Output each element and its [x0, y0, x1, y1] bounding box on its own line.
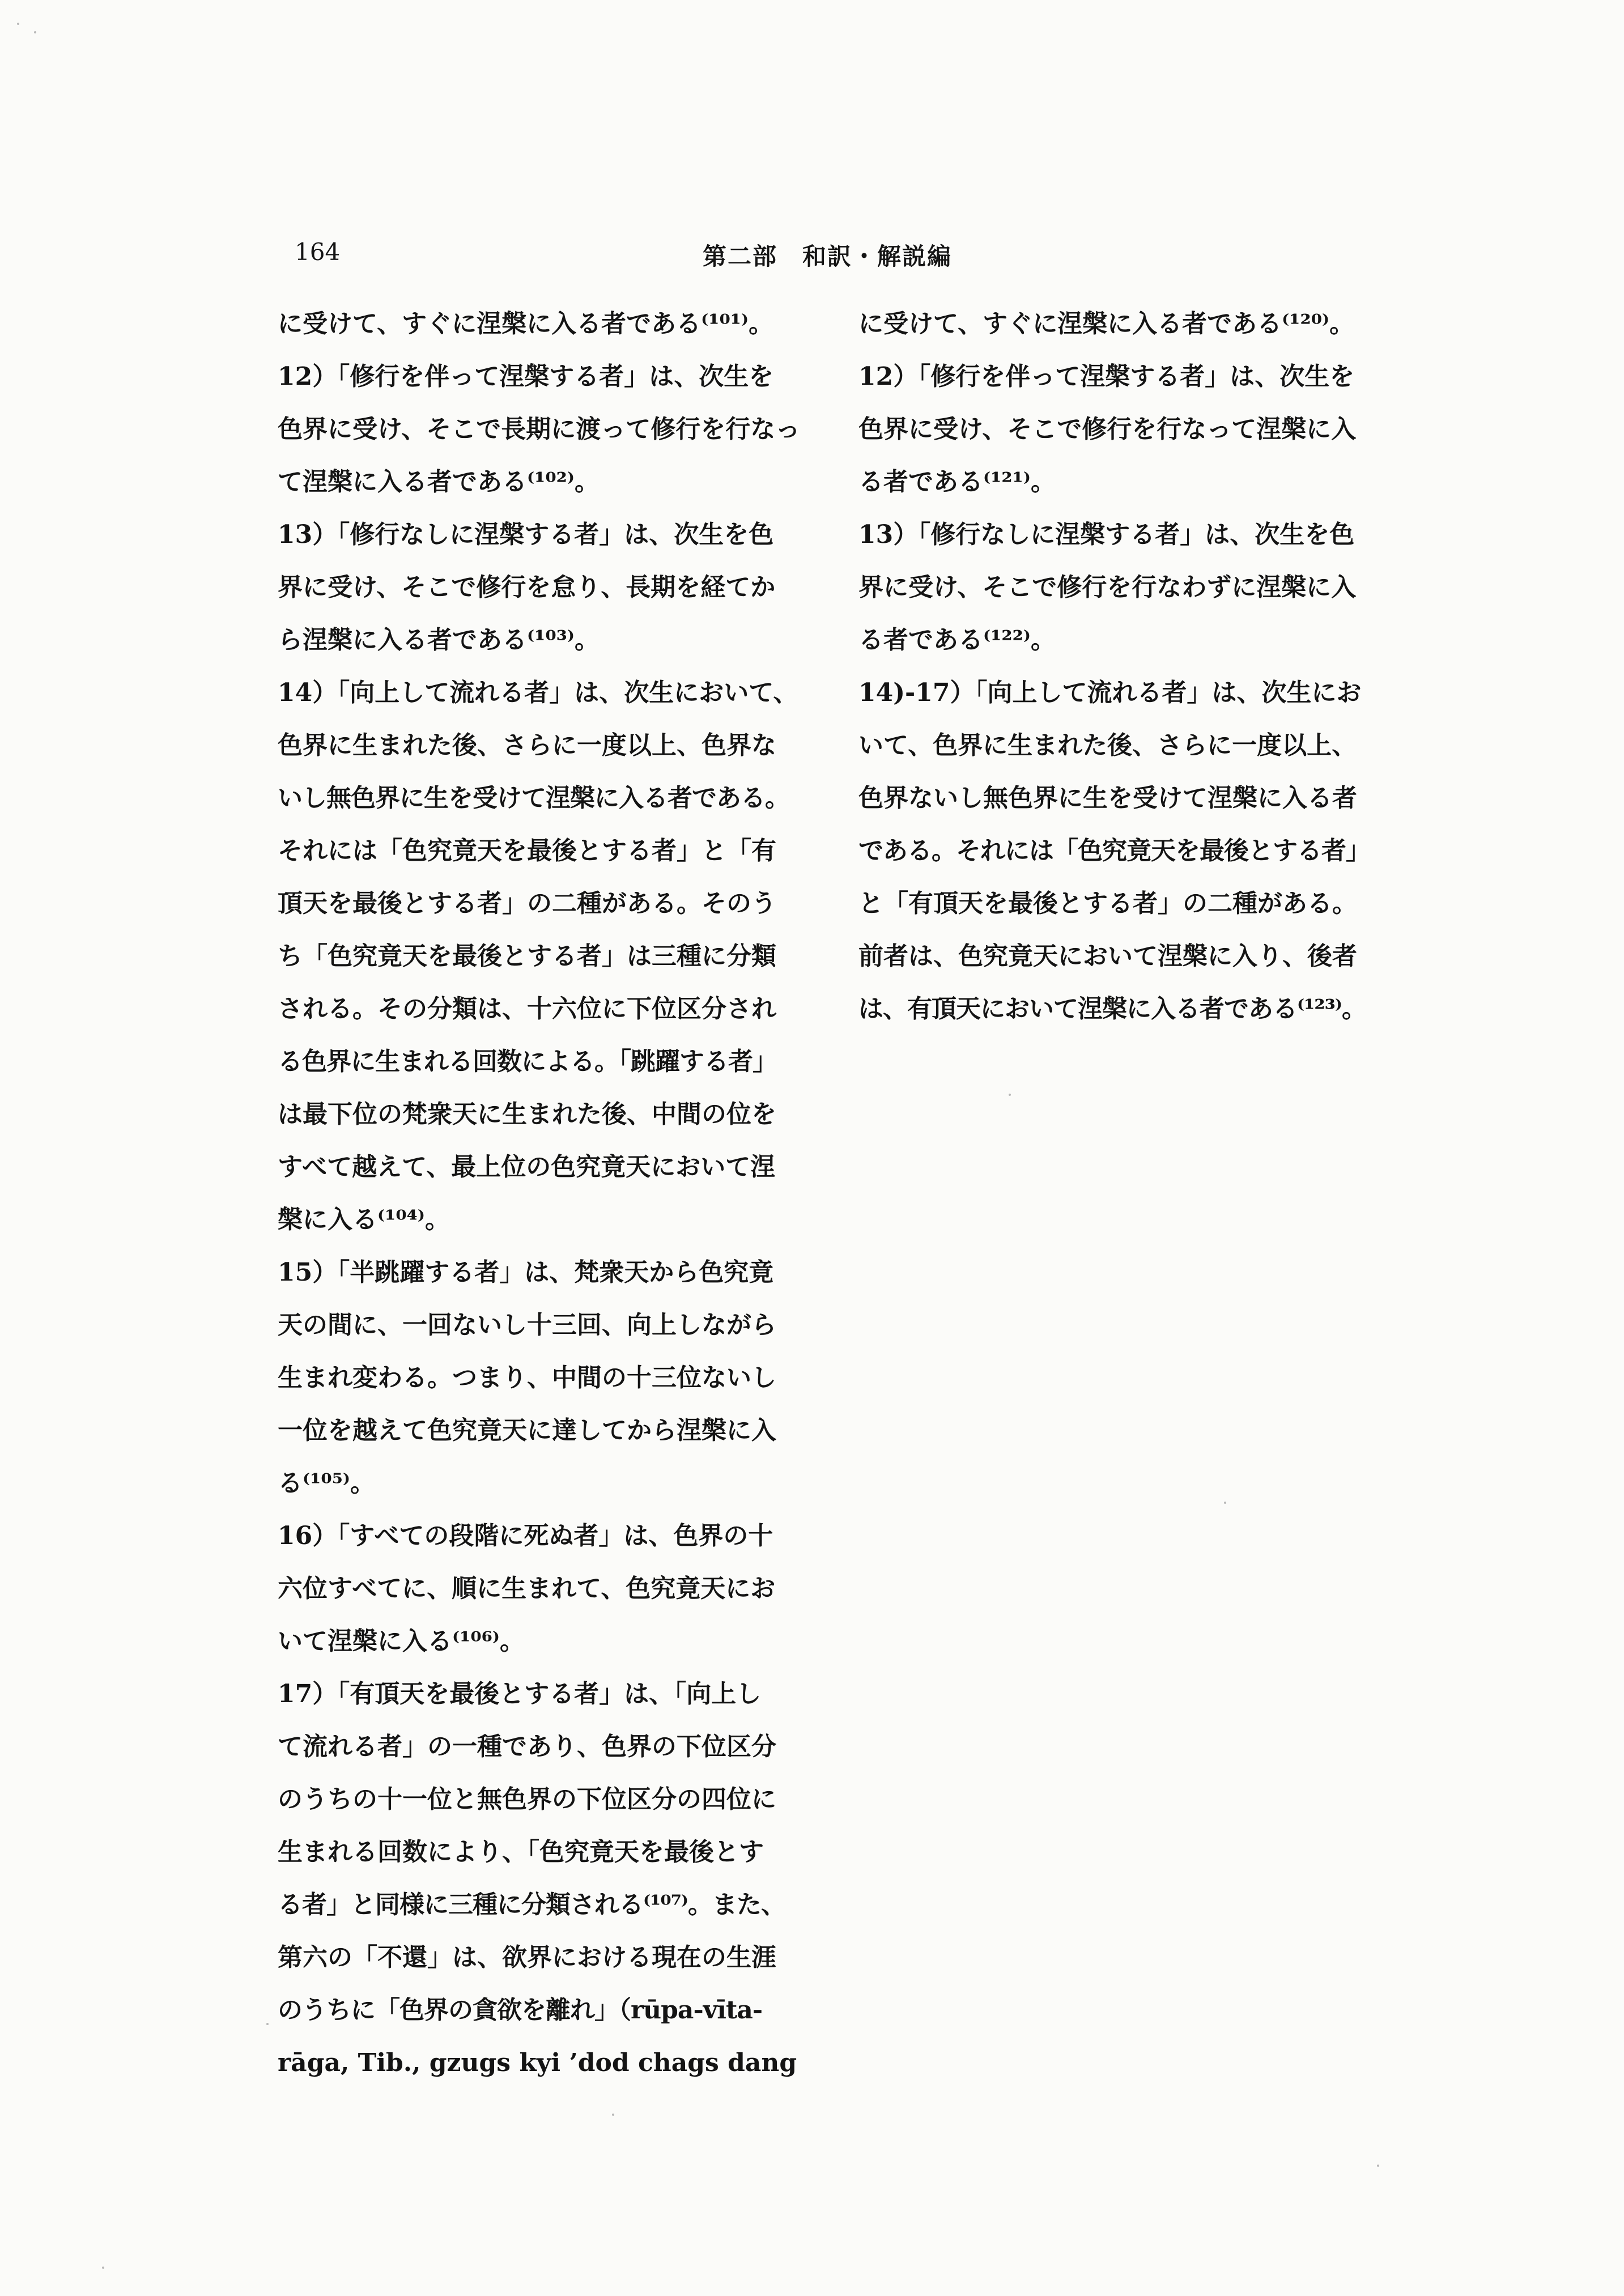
text-line: すべて越えて、最上位の色究竟天において涅: [278, 1153, 776, 1181]
text-line: 色界に生まれた後、さらに一度以上、色界な: [278, 731, 776, 760]
text-line: いて涅槃に入る⁽¹⁰⁶⁾。: [278, 1627, 525, 1656]
text-line: である。それには「色究竟天を最後とする者」: [858, 836, 1370, 865]
scan-speck: [1224, 1502, 1226, 1504]
text-line: いて、色界に生まれた後、さらに一度以上、: [858, 731, 1357, 760]
page-header: [0, 238, 1624, 272]
text-line: 頂天を最後とする者」の二種がある。そのう: [278, 889, 776, 918]
text-line: 一位を越えて色究竟天に達してから涅槃に入: [278, 1416, 776, 1445]
text-line: と「有頂天を最後とする者」の二種がある。: [858, 889, 1357, 918]
text-line: る⁽¹⁰⁵⁾。: [278, 1469, 376, 1498]
text-line: る者」と同様に三種に分類される⁽¹⁰⁷⁾。また、: [278, 1890, 786, 1919]
text-line: それには「色究竟天を最後とする者」と「有: [278, 836, 776, 865]
scan-speck: [17, 23, 19, 25]
text-line: ち「色究竟天を最後とする者」は三種に分類: [278, 942, 776, 971]
right-column: [858, 297, 1402, 1035]
scan-speck: [266, 2023, 269, 2025]
scan-speck: [102, 2267, 104, 2269]
text-line: 槃に入る⁽¹⁰⁴⁾。: [278, 1205, 450, 1234]
text-line: 14）「向上して流れる者」は、次生において、: [278, 678, 798, 707]
text-line: て流れる者」の一種であり、色界の下位区分: [278, 1732, 776, 1761]
text-line: に受けて、すぐに涅槃に入る者である⁽¹²⁰⁾。: [858, 309, 1355, 338]
left-column: [278, 297, 822, 2089]
text-line: 界に受け、そこで修行を行なわずに涅槃に入: [858, 573, 1357, 602]
text-line: 生まれ変わる。つまり、中間の十三位ないし: [278, 1363, 776, 1392]
text-line: 14)-17）「向上して流れる者」は、次生にお: [858, 678, 1362, 707]
text-line: は最下位の梵衆天に生まれた後、中間の位を: [278, 1100, 776, 1129]
text-line: のうちに「色界の貪欲を離れ」（rūpa-vīta-: [278, 1996, 763, 2025]
running-title: 第二部 和訳・解説編: [703, 243, 953, 270]
scan-speck: [612, 2114, 614, 2116]
text-line: に受けて、すぐに涅槃に入る者である⁽¹⁰¹⁾。: [278, 309, 774, 338]
text-line: 16）「すべての段階に死ぬ者」は、色界の十: [278, 1521, 773, 1550]
text-line: 色界に受け、そこで長期に渡って修行を行なっ: [278, 415, 801, 444]
text-line: 前者は、色究竟天において涅槃に入り、後者: [858, 942, 1357, 971]
text-line: される。その分類は、十六位に下位区分され: [278, 994, 776, 1023]
text-line: は、有頂天において涅槃に入る者である⁽¹²³⁾。: [858, 994, 1367, 1023]
text-line: 生まれる回数により、「色究竟天を最後とす: [278, 1838, 764, 1866]
text-line: いし無色界に生を受けて涅槃に入る者である。: [278, 784, 789, 813]
text-line: 13）「修行なしに涅槃する者」は、次生を色: [278, 520, 774, 549]
text-line: 第六の「不還」は、欲界における現在の生涯: [278, 1943, 776, 1972]
text-line: 天の間に、一回ないし十三回、向上しながら: [278, 1311, 776, 1340]
text-line: 15）「半跳躍する者」は、梵衆天から色究竟: [278, 1258, 774, 1287]
scan-speck: [34, 31, 36, 33]
text-line: 17）「有頂天を最後とする者」は、「向上し: [278, 1680, 762, 1708]
text-line: のうちの十一位と無色界の下位区分の四位に: [278, 1785, 776, 1814]
text-line: 12）「修行を伴って涅槃する者」は、次生を: [278, 362, 774, 391]
text-line: る者である⁽¹²¹⁾。: [858, 467, 1056, 496]
text-line: 色界ないし無色界に生を受けて涅槃に入る者: [858, 784, 1357, 813]
text-line: る者である⁽¹²²⁾。: [858, 626, 1056, 654]
text-line: て涅槃に入る者である⁽¹⁰²⁾。: [278, 467, 600, 496]
text-line: 色界に受け、そこで修行を行なって涅槃に入: [858, 415, 1357, 444]
text-line: 界に受け、そこで修行を怠り、長期を経てか: [278, 573, 776, 602]
text-line: 六位すべてに、順に生まれて、色究竟天にお: [278, 1574, 776, 1603]
text-line: ら涅槃に入る者である⁽¹⁰³⁾。: [278, 626, 600, 654]
scan-speck: [1009, 1094, 1011, 1096]
scan-speck: [1377, 2165, 1379, 2167]
text-line: 12）「修行を伴って涅槃する者」は、次生を: [858, 362, 1355, 391]
text-line: 13）「修行なしに涅槃する者」は、次生を色: [858, 520, 1355, 549]
text-line: rāga, Tib., gzugs kyi ’dod chags dang: [278, 2048, 797, 2077]
page-number: 164: [295, 238, 341, 266]
text-line: る色界に生まれる回数による。「跳躍する者」: [278, 1047, 777, 1076]
